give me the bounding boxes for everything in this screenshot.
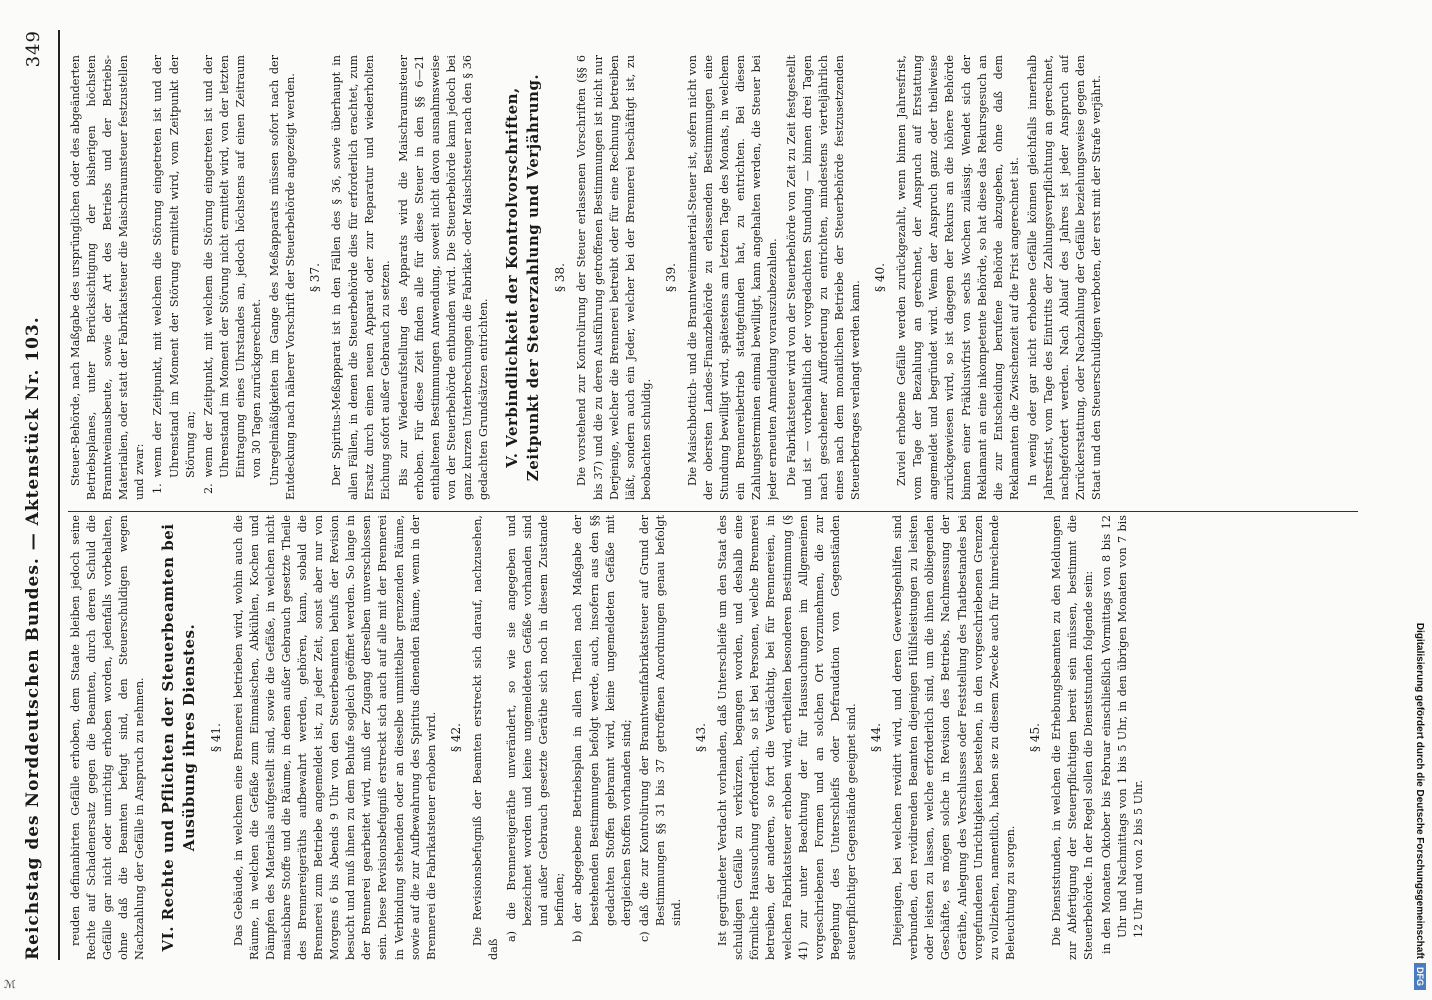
paragraph: Die Fabrikatsteuer wird von der Steuerbehörde von Zeit zu Zeit festgestellt und ist — vorbehaltlich der vorgedachten Stundung — binnen drei Tagen nach geschehener Aufforderung zu entrichten, mindestens vierteljährlich eines nach dem monatlichen Betriebe der Steuerbehörde festzusetzenden Steuerbetrages verlangt werden kann. (784, 55, 862, 500)
paragraph: reuden definanbirten Gefälle erhoben, dem Staate bleiben jedoch seine Rechte auf Schadenersatz gegen die Beamten, durch deren Schuld die Gefälle gar nicht oder unrichtig erhoben worden, jedenfalls vorbehalten, ohne daß die Beamten befugt sind, den Steuerschuldigen wegen Nachzahlung der Gefälle in Anspruch zu nehmen. (69, 515, 147, 960)
paragraph: Die Revisionsbefugniß der Beamten erstreckt sich darauf, nachzusehen, daß (470, 515, 500, 960)
paragraph: Zuviel erhobene Gefälle werden zurückgezahlt, wenn binnen Jahresfrist, vom Tage der Bezahlung an gerechnet, der Anspruch auf Erstattung angemeldet und begründet wird. Wenn der Anspruch ganz oder theilweise zurückgewiesen wird, so ist dagegen der Rekurs an die höhere Behörde binnen einer Präklusivfrist von sechs Wochen zulässig. Wendet sich der Reklamant an eine inkompetente Behörde, so hat diese das Rekursgesuch an die zur Entscheidung berufene Behörde abzugeben, ohne daß dem Reklamanten die Zwischenzeit auf die Frist angerechnet ist. (895, 55, 1021, 500)
paragraph: Steuer-Behörde, nach Maßgabe des ursprünglichen oder des abgeänderten Betriebsplanes, unter Berücksichtigung der bisherigen höchsten Branntweinausbeute, sowie der Art des Betriebs und der Betriebs-Materialien, oder statt der Fabrikatsteuer die Maischraumsteuer festzustellen und zwar: (69, 55, 147, 500)
list-item: a) die Brennereigeräthe unverändert, so wie sie angegeben und bezeichnet worden und keine ungemeldeten Gefäße vorhanden sind und außer Gebrauch gesetzte Geräthe sich noch in diesem Zustande befinden; (505, 515, 567, 942)
list-item: c) daß die zur Kontrolirung der Branntweinfabrikatsteuer auf Grund der Bestimmungen §§ 31 bis 37 getroffenen Anordnungen genau befolgt sind. (637, 515, 683, 942)
section-number: § 45. (1027, 723, 1042, 752)
list-item: in den Monaten Oktober bis Februar einschließlich Vormittags von 8 bis 12 Uhr und Nachmittags von 1 bis 5 Uhr, in den übrigen Monaten von 7 bis 12 Uhr und von 2 bis 5 Uhr. (1100, 515, 1146, 954)
list-item: 1. wenn der Zeitpunkt, mit welchem die Störung eingetreten ist und der Uhrenstand im Moment der Störung ermittelt wird, vom Zeitpunkt der Störung an; (151, 55, 197, 494)
text-column-first (68, 515, 1358, 960)
paragraph: Unregelmäßigkeiten im Gange des Meßapparats müssen sofort nach der Entdeckung nach näherer Vorschrift der Steuerbehörde angezeigt werden. (268, 55, 298, 500)
text-column-second (68, 55, 1358, 500)
paragraph: In wenig oder gar nicht erhobene Gefälle können gleichfalls innerhalb Jahresfrist, vom Tage des Eintritts der Zahlungsverpflichtung an gerechnet, nachgefordert werden. Nach Ablauf des Jahres ist jeder Anspruch auf Zurückerstattung, oder Nachzahlung der Gefälle beziehungsweise gegen den Staat und den Steuerschuldigen verboten, der erst mit der Strafe verjährt. (1025, 55, 1104, 500)
paragraph: Diejenigen, bei welchen revidirt wird, und deren Gewerbsgehilfen sind verbunden, den revidirenden Beamten diejenigen Hülfsleistungen zu leisten oder leisten zu lassen, welche erforderlich sind, um die ihnen obliegenden Geschäfte, es mögen solche in Revision des Betriebs, Nachmessung der Geräthe, Anlegung des Verschlusses oder Feststellung des Thatbestandes bei vorgefundenen Unrichtigkeiten bestehen, in den vorgeschriebenen Grenzen zu vollziehen, namentlich, haben sie zu diesem Zwecke auch für hinreichende Beleuchtung zu sorgen. (891, 515, 1017, 960)
section-number: § 43. (694, 723, 709, 752)
paragraph: Das Gebäude, in welchem eine Brennerei betrieben wird, wohin auch die Räume, in welchen die Gefäße zum Einmaischen, Abkühlen, Kochen und Dämpfen des Materials aufgestellt sind, sowie die Gefäße, in welchen nicht maischbare Stoffe und die Räume, in denen außer Gebrauch gesetzte Theile des Brennereigeräths aufbewahrt werden, gehören, kann, sobald die Brennerei zum Betriebe angemeldet ist, zu jeder Zeit, sonst aber nur von Morgens 6 bis Abends 9 Uhr von den Steuerbeamten behufs der Revision besucht und muß ihnen zu dem Behufe sogleich geöffnet werden. So lange in der Brennerei gearbeitet wird, muß der Zugang derselben unverschlossen sein. Diese Revisionsbefugniß erstreckt sich auch auf alle mit der Brennerei in Verbindung stehenden oder an dieselbe unmittelbar grenzenden Räume, sowie auf die zur Aufbewahrung des Spiritus dienenden Räume, wenn in der Brennerei die Fabrikatsteuer erhoben wird. (231, 515, 438, 960)
section-number: § 39. (663, 263, 678, 292)
section-number: § 44. (869, 723, 884, 752)
section-number: § 37. (308, 263, 323, 292)
page-number: 349 (22, 30, 44, 68)
paragraph: Die Dienststunden, in welchen die Erhebungsbeamten zu den Meldungen zur Abfertigung der Steuerpflichtigen bereit sein müssen, bestimmt die Steuerbehörde. In der Regel sollen die Dienststunden folgende sein: (1049, 515, 1096, 960)
page-header (8, 30, 60, 960)
section-number: § 41. (209, 723, 224, 752)
paragraph: Die vorstehend zur Kontrolirung der Steuer erlassenen Vorschriften (§§ 6 bis 37) und die zu deren Ausführung getroffenen Bestimmungen ist nicht nur Derjenige, welcher die Brennerei betreibt oder für eine Rechnung betreiben läßt, sondern auch ein Jeder, welcher bei der Brennerei beschäftigt ist, zu beobachten schuldig. (575, 55, 653, 500)
section-number: § 38. (553, 263, 568, 292)
list-item: b) der abgegebene Betriebsplan in allen Theilen nach Maßgabe der bestehenden Bestimmungen befolgt werde, auch, insofern aus den §§ gedachten Stoffen gebrannt wird, keine ungemeldeten Gefäße mit dergleichen Stoffen vorhanden sind; (571, 515, 633, 942)
section-number: § 40. (873, 263, 888, 292)
column-divider (68, 511, 1358, 512)
paragraph: Die Maischbottich- und die Branntweinmaterial-Steuer ist, sofern nicht von der obersten Landes-Finanzbehörde zu erlassenden Bestimmungen eine Stundung bewilligt wird, spätestens am letzten Tage des Monats, in welchem ein Brennereibetrieb stattgefunden hat, zu entrichten. Bei diesen Zahlungsterminen einmal bewilligt, kann angehalten werden, die Steuer bei jeder erneuten Anmeldung vorauszubezahlen. (686, 55, 780, 500)
digitization-edge-strip (1408, 0, 1432, 1000)
paragraph: Der Spiritus-Meßapparat ist in den Fällen des § 36, sowie überhaupt in allen Fällen, in denen die Steuerbehörde dies für erforderlich erachtet, zum Ersatz durch einen neuen Apparat oder zur Reparatur und wiederholten Eichung sofort außer Gebrauch zu setzen. (330, 55, 392, 500)
list-item: 2. wenn der Zeitpunkt, mit welchem die Störung eingetreten ist und der Uhrenstand im Moment der Störung nicht ermittelt wird, von der letzten Eintragung eines Uhrstandes an, jedoch höchstens auf einen Zeitraum von 30 Tagen zurückgerechnet. (201, 55, 264, 494)
digitization-text: Digitalisierung gefördert durch die Deutsche Forschungsgemeinschaft (1414, 622, 1426, 959)
paragraph: Bis zur Wiederaufstellung des Apparats wird die Maischraumsteuer erhoben. Für diese Zeit finden alle für diese Steuer in den §§ 6—21 enthaltenen Bestimmungen Anwendung, soweit nicht davon ausnahmsweise von der Steuerbehörde entbunden wird. Die Steuerbehörde kann jedoch bei ganz kurzen Unterbrechungen die Fabrikat- oder Maischsteuer nach den § 36 gedachten Grundsätzen entrichten. (396, 55, 491, 500)
running-title: Reichstag des Norddeutschen Bundes. — Aktenstück Nr. 103. (23, 316, 43, 960)
paragraph: Ist gegründeter Verdacht vorhanden, daß Unterschleife um den Staat des schuldigen Gefälle zu verkürzen, begangen worden, und deshalb eine förmliche Haussuchung erforderlich, so ist bei Personen, welche Brennerei betreiben, der anderen, so fort die Verdächtig, bei für Brennereien, in welchen Fabrikatsteuer erhoben wird, ertheilten besonderen Bestimmung (§ 41) zur unter Beachtung der für Haussuchungen im Allgemeinen vorgeschriebenen Formen und an solchen Ort vorzunehmen, die zur Begehung des Unterschleifs oder Defraudation von Gegenständen steuerpflichtiger Gegenstände geeignet sind. (716, 515, 858, 960)
chapter-heading: V. Verbindlichkeit der Kontrolvorschriften, Zeitpunkt der Steuerzahlung und Verjährung. (503, 73, 543, 482)
corner-mark: ℳ (4, 978, 16, 991)
digitization-note (1408, 0, 1432, 1000)
chapter-heading: VI. Rechte und Pflichten der Steuerbeamten bei Ausübung ihres Dienstes. (159, 523, 199, 952)
dfg-badge: DFG (1414, 963, 1426, 990)
section-number: § 42. (448, 723, 463, 752)
